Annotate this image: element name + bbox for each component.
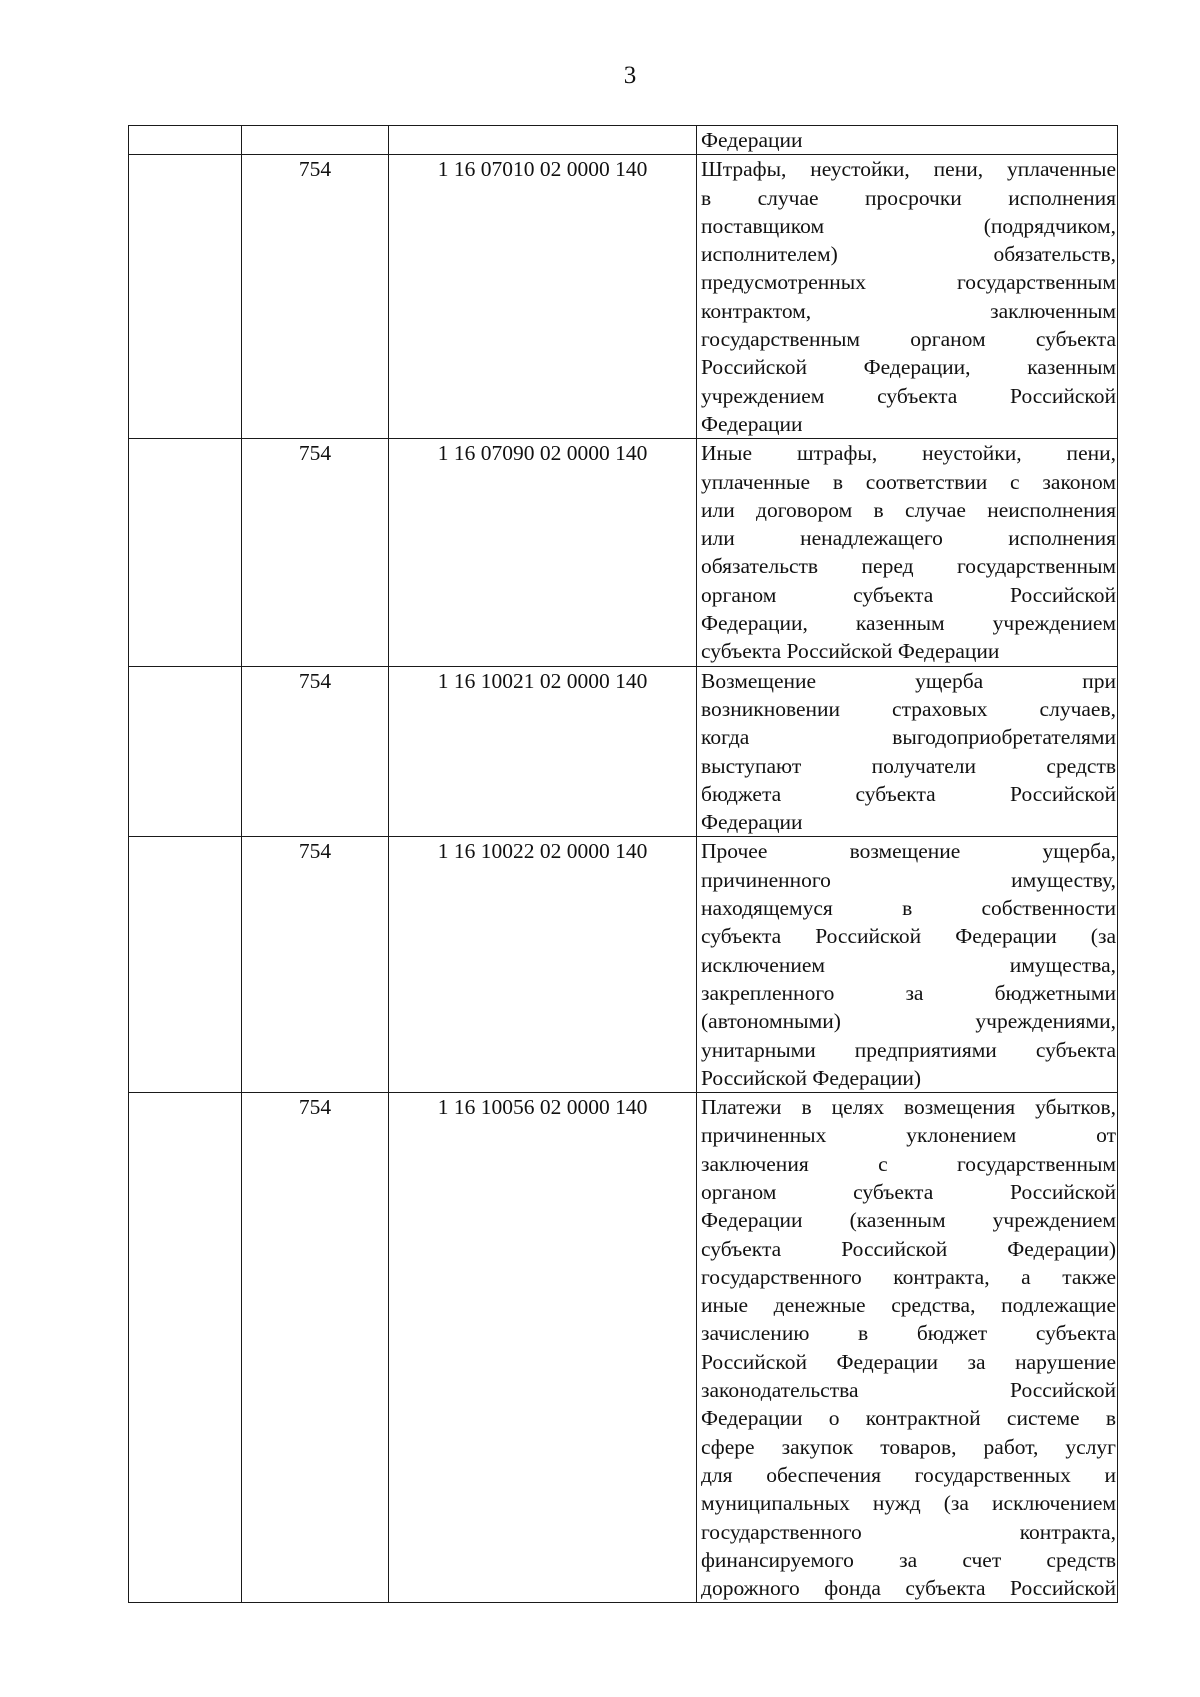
description-line: Иные штрафы, неустойки, пени, [701,441,1116,466]
description-line: государственного контракта, а также [701,1264,1116,1289]
description-line: выступают получатели средств [701,753,1116,778]
description-line: предусмотренных государственным [701,270,1116,295]
administrator-code-cell [242,126,389,155]
description-line: иные денежные средства, подлежащие [701,1293,1116,1318]
table-row [129,666,1118,837]
empty-cell [129,155,242,439]
description-line: Штрафы, неустойки, пени, уплаченные [701,157,1116,182]
description-line: унитарными предприятиями субъекта [701,1037,1116,1062]
empty-cell [129,439,242,666]
description-line: дорожного фонда субъекта Российской [701,1576,1116,1601]
description-line: субъекта Российской Федерации [701,639,1000,664]
description-line: субъекта Российской Федерации) [701,1236,1116,1261]
description-line: обязательств перед государственным [701,554,1116,579]
budget-classification-code-cell: 1 16 07090 02 0000 140 [389,439,697,666]
revenue-description-cell [697,1093,1118,1603]
administrator-code-cell: 754 [242,439,389,666]
description-line: Российской Федерации) [701,1065,922,1090]
table-body [129,126,1118,1603]
description-line: муниципальных нужд (за исключением [701,1491,1116,1516]
description-line: учреждением субъекта Российской [701,383,1116,408]
empty-cell [129,666,242,837]
budget-revenue-table [128,125,1118,1603]
revenue-description-cell [697,837,1118,1093]
description-line: контрактом, заключенным [701,298,1116,323]
description-line: Российской Федерации, казенным [701,355,1116,380]
description-line: государственным органом субъекта [701,327,1116,352]
description-line: исключением имущества, [701,952,1116,977]
description-line: или договором в случае неисполнения [701,497,1116,522]
description-line: Федерации, казенным учреждением [701,611,1116,636]
description-line: для обеспечения государственных и [701,1462,1116,1487]
description-line: бюджета субъекта Российской [701,781,1116,806]
table-row [129,1093,1118,1603]
description-line: финансируемого за счет средств [701,1547,1116,1572]
description-line: Федерации [701,810,803,835]
description-line: органом субъекта Российской [701,1179,1116,1204]
budget-classification-code-cell [389,126,697,155]
administrator-code-cell: 754 [242,155,389,439]
description-line: причиненных уклонением от [701,1123,1116,1148]
description-line: возникновении страховых случаев, [701,696,1116,721]
description-line: сфере закупок товаров, работ, услуг [701,1434,1116,1459]
description-line: или ненадлежащего исполнения [701,526,1116,551]
description-line: Прочее возмещение ущерба, [701,839,1116,864]
empty-cell [129,126,242,155]
administrator-code-cell: 754 [242,837,389,1093]
description-line: Платежи в целях возмещения убытков, [701,1095,1116,1120]
description-line: зачислению в бюджет субъекта [701,1321,1116,1346]
table-row [129,439,1118,666]
description-line: закрепленного за бюджетными [701,980,1116,1005]
description-line: государственного контракта, [701,1519,1116,1544]
empty-cell [129,837,242,1093]
revenue-description-cell [697,666,1118,837]
description-line: Возмещение ущерба при [701,668,1116,693]
description-line: законодательства Российской [701,1378,1116,1403]
description-line: (автономными) учреждениями, [701,1009,1116,1034]
revenue-description-cell [697,126,1118,155]
description-line: Федерации [701,411,803,436]
description-line: органом субъекта Российской [701,582,1116,607]
description-line: субъекта Российской Федерации (за [701,924,1116,949]
description-line: когда выгодоприобретателями [701,725,1116,750]
description-line: Федерации (казенным учреждением [701,1208,1116,1233]
table-row [129,837,1118,1093]
administrator-code-cell: 754 [242,1093,389,1603]
description-line: Федерации [701,128,803,152]
table-row [129,126,1118,155]
description-line: в случае просрочки исполнения [701,185,1116,210]
budget-classification-code-cell: 1 16 07010 02 0000 140 [389,155,697,439]
empty-cell [129,1093,242,1603]
description-line: исполнителем) обязательств, [701,242,1116,267]
budget-classification-code-cell: 1 16 10056 02 0000 140 [389,1093,697,1603]
page-number: 3 [623,62,637,89]
description-line: поставщиком (подрядчиком, [701,213,1116,238]
description-line: Российской Федерации за нарушение [701,1349,1116,1374]
revenue-description-cell [697,155,1118,439]
description-line: Федерации о контрактной системе в [701,1406,1116,1431]
administrator-code-cell: 754 [242,666,389,837]
budget-classification-code-cell: 1 16 10022 02 0000 140 [389,837,697,1093]
revenue-description-cell [697,439,1118,666]
budget-classification-code-cell: 1 16 10021 02 0000 140 [389,666,697,837]
description-line: причиненного имуществу, [701,867,1116,892]
description-line: заключения с государственным [701,1151,1116,1176]
description-line: находящемуся в собственности [701,896,1116,921]
description-line: уплаченные в соответствии с законом [701,469,1116,494]
table-row [129,155,1118,439]
